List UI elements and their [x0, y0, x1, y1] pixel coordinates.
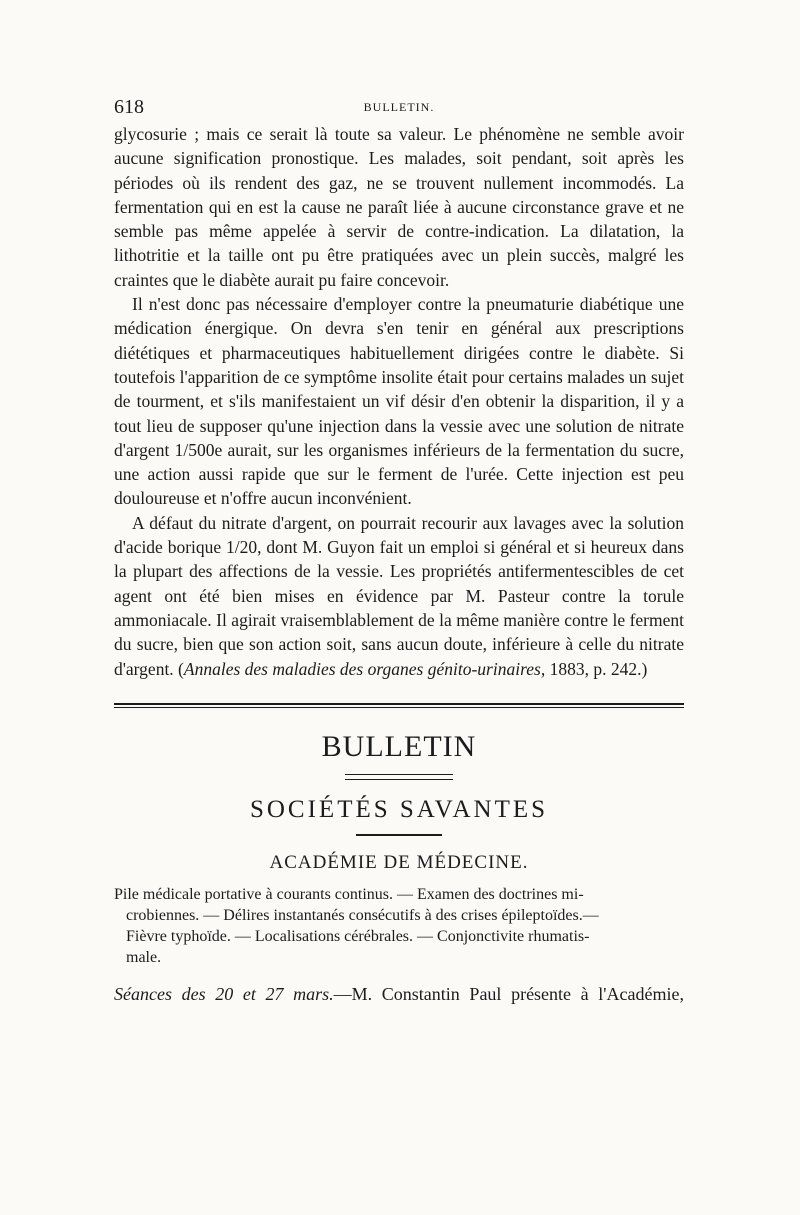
page [114, 96, 684, 1006]
paragraph-3 [114, 511, 684, 681]
citation-title: Annales des maladies des organes génito-urinaires, [183, 658, 546, 679]
page-number: 618 [114, 96, 144, 118]
paragraph-3-text: A défaut du nitrate d'argent, on pourrait recourir aux lavages avec la solution d'acide borique 1/20, dont M. Guyon fait un emploi si général et si heureux dans la plupart des affections de la vessie. Les propriétés antifermentescibles de cet agent ont été bien mises en évidence par M. Pasteur contre la torule ammoniacale. Il agirait vraisemblablement de la même manière contre le ferment du sucre, bien que son action soit, sans aucun doute, inférieure à celle du nitrate d'argent. ( [114, 512, 684, 679]
session-opening [114, 982, 684, 1006]
summary-line: male. [126, 948, 162, 966]
running-head [114, 96, 684, 122]
section-heading-bulletin: BULLETIN [321, 729, 477, 763]
summary-line: Pile médicale portative à courants continus. — Examen des doctrines mi- [114, 885, 584, 903]
ornament-rule [345, 774, 453, 780]
article-body [114, 122, 684, 681]
summary-line: Fièvre typhoïde. — Localisations cérébrales. — Conjonctivite rhumatis- [126, 927, 590, 945]
double-rule [114, 703, 684, 708]
running-title: BULLETIN. [363, 100, 435, 114]
paragraph-2: Il n'est donc pas nécessaire d'employer contre la pneumaturie diabétique une médication énergique. On devra s'en tenir en général aux prescriptions diététiques et pharmaceutiques habituellement dirigées contre le diabète. Si toutefois l'apparition de ce symptôme insolite était pour certains malades un sujet de tourment, et s'ils manifestaient un vif désir d'en obtenir la disparition, il y a tout lieu de supposer qu'une injection dans la vessie avec une solution de nitrate d'argent 1/500e aurait, sur les organismes inférieurs de la fermentation du sucre, une action aussi rapide que sur le ferment de l'urée. Cette injection est peu douloureuse et n'offre aucun inconvénient. [114, 294, 684, 509]
summary-line: crobiennes. — Délires instantanés consécutifs à des crises épileptoïdes.— [126, 906, 599, 924]
citation-end: 1883, p. 242.) [545, 658, 648, 679]
section-heading-societes: SOCIÉTÉS SAVANTES [249, 795, 549, 823]
session-summary [114, 884, 684, 968]
session-opening-text: —M. Constantin Paul présente à l'Académie, [333, 983, 685, 1004]
session-dates: Séances des 20 et 27 mars. [114, 983, 334, 1004]
section-heading-academie: ACADÉMIE DE MÉDECINE. [269, 851, 529, 873]
short-rule [356, 834, 442, 836]
paragraph-1: glycosurie ; mais ce serait là toute sa valeur. Le phénomène ne semble avoir aucune signification pronostique. Les malades, soit pendant, soit après les périodes où ils rendent des gaz, ne se trouvent nullement incommodés. La fermentation qui en est la cause ne paraît liée à aucune circonstance grave et ne semble pas même appelée à servir de contre-indication. La dilatation, la lithotritie et la taille ont pu être pratiquées avec un plein succès, malgré les craintes que le diabète aurait pu faire concevoir. [114, 124, 684, 290]
